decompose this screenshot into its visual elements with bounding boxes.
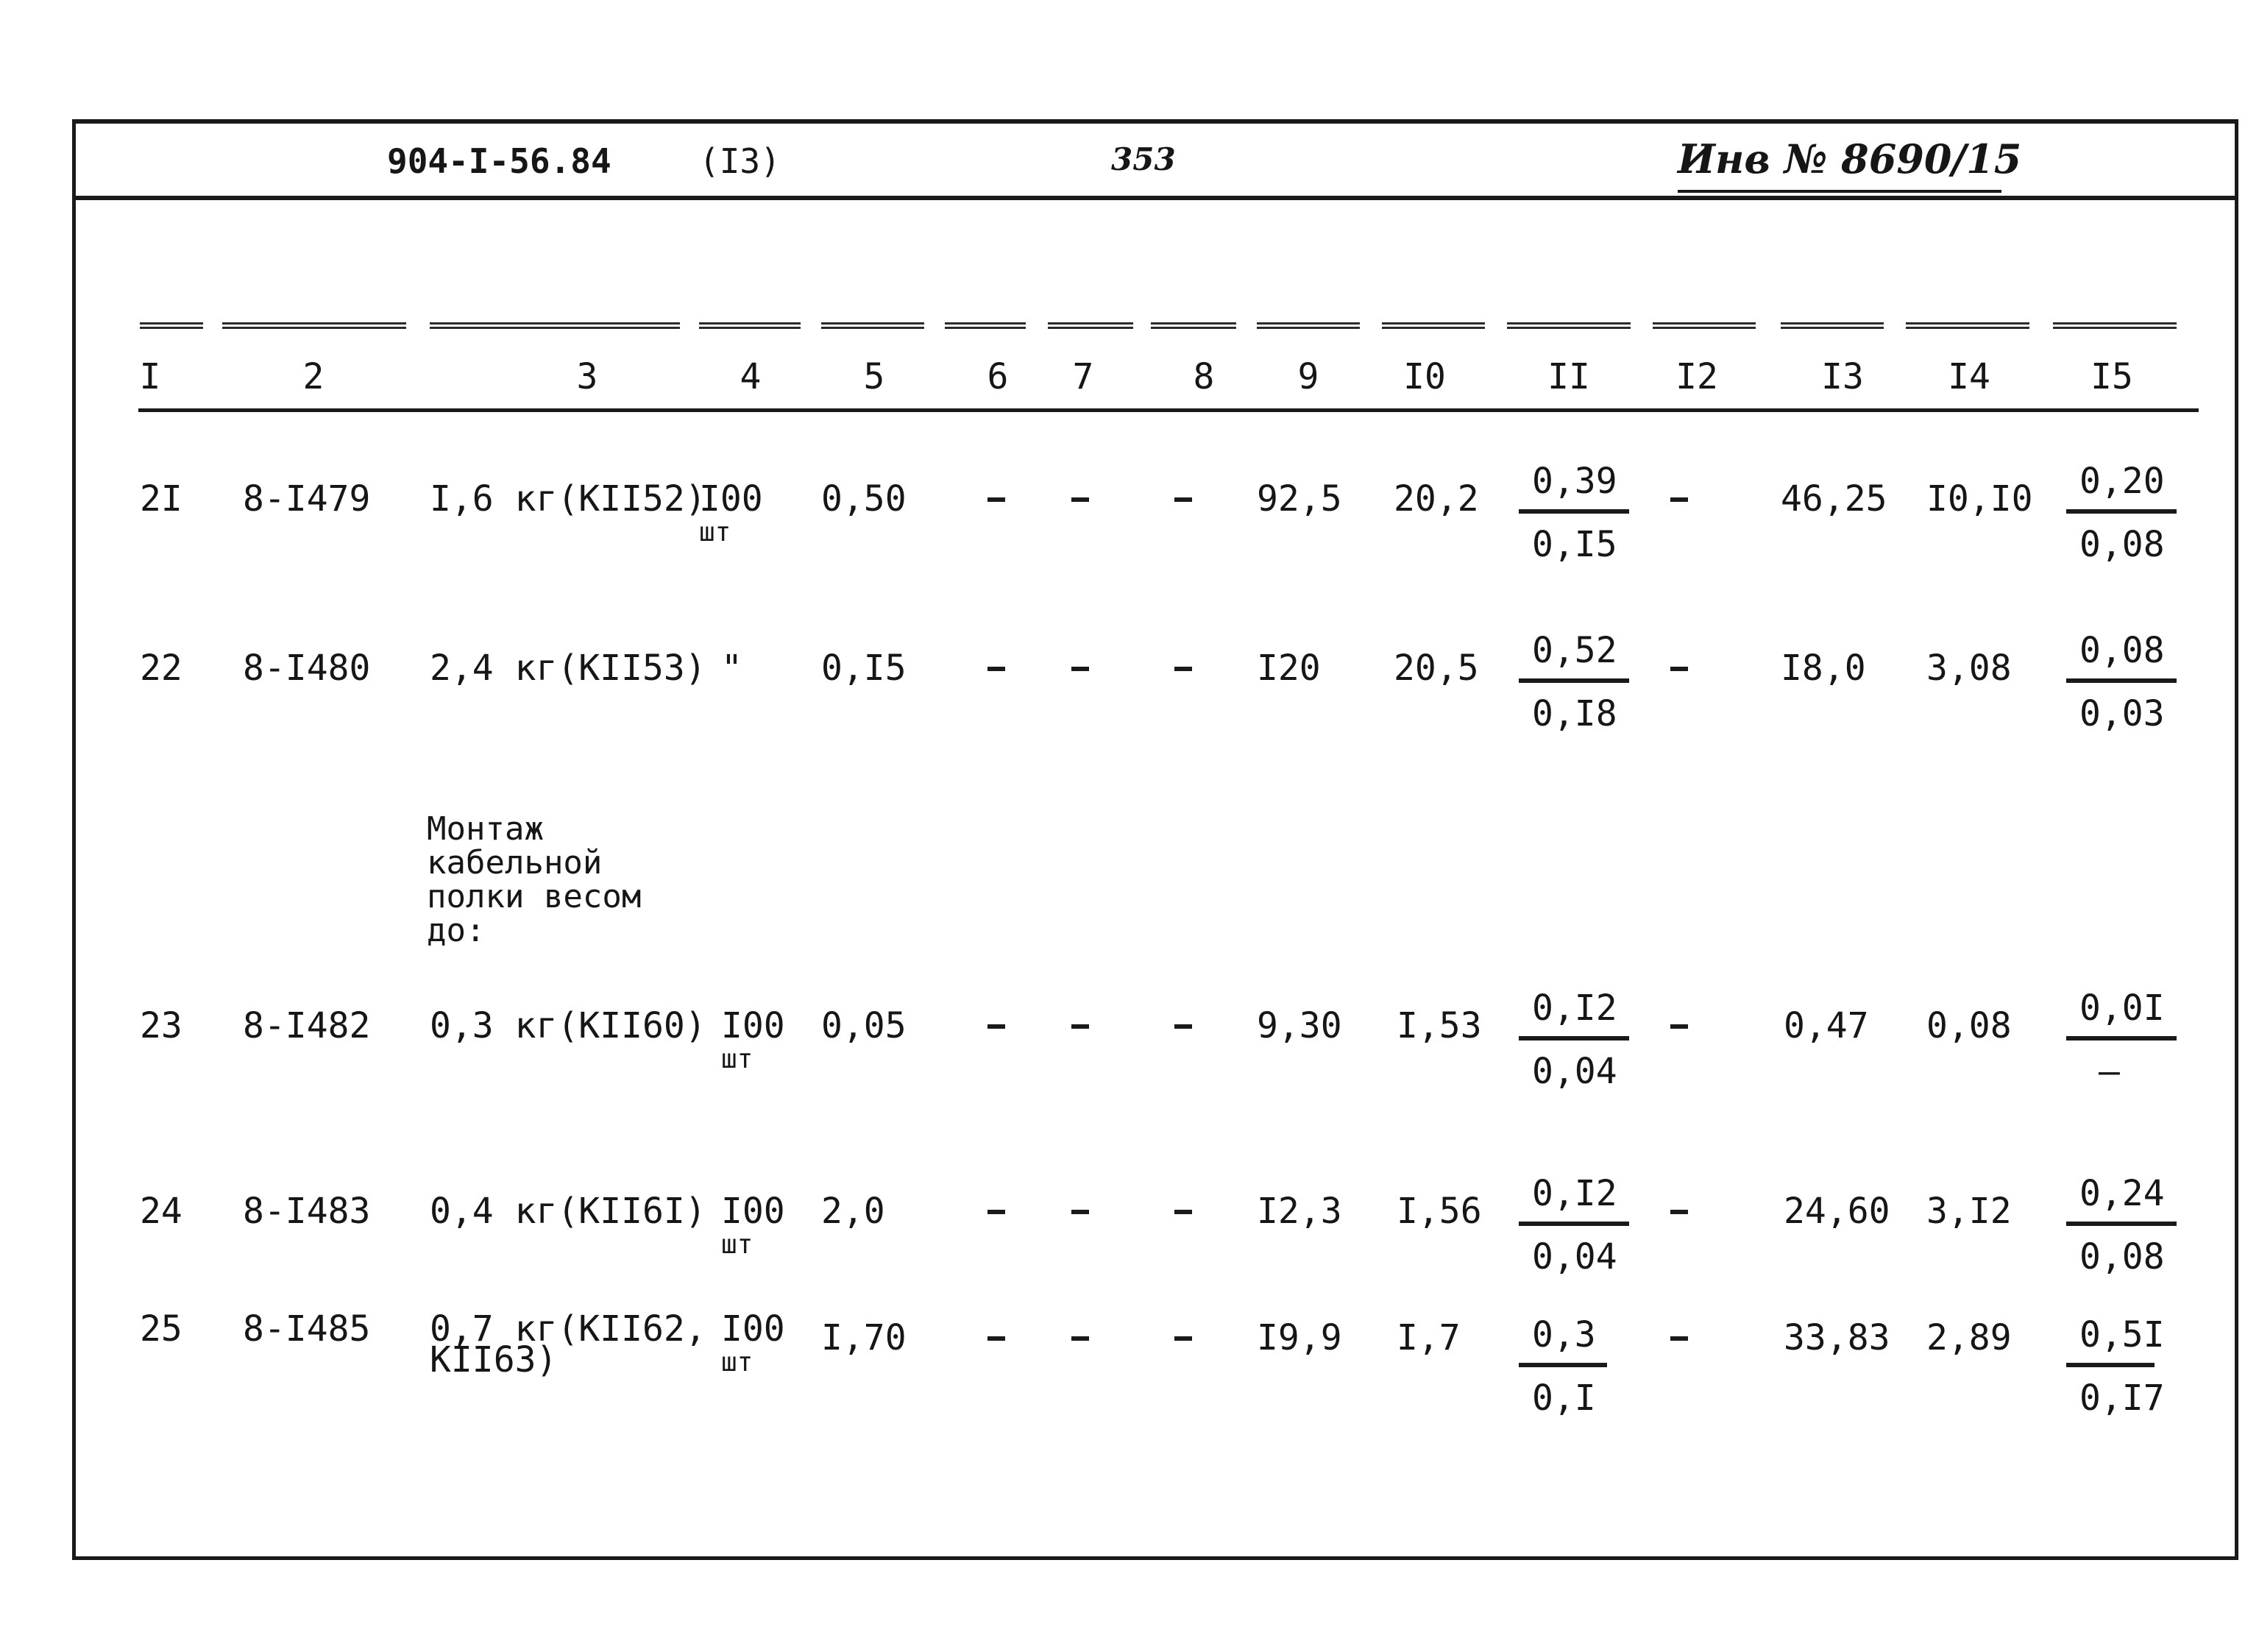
- col8-dash: [1174, 1336, 1192, 1341]
- col6-dash: [987, 497, 1005, 502]
- row-number: 24: [140, 1191, 182, 1232]
- fraction-denominator: 0,I: [1532, 1378, 1596, 1419]
- column-header: 8: [1193, 356, 1215, 397]
- col5-value: 0,50: [821, 478, 907, 520]
- column-header: 5: [863, 356, 885, 397]
- fraction-numerator: 0,08: [2079, 630, 2165, 671]
- col7-dash: [1071, 1336, 1089, 1341]
- document-code: 904-I-56.84: [387, 141, 611, 181]
- col12-dash: [1670, 497, 1688, 502]
- col10-value: 20,5: [1394, 648, 1479, 689]
- col14-value: 3,08: [1926, 648, 2012, 689]
- col12-dash: [1670, 1210, 1688, 1214]
- item-code: 8-I485: [243, 1308, 371, 1350]
- fraction-numerator: 0,3: [1532, 1314, 1596, 1355]
- fraction-denominator: 0,03: [2079, 693, 2165, 734]
- sheet-reference: (I3): [699, 141, 781, 181]
- row-number: 22: [140, 648, 182, 689]
- col10-value: 20,2: [1394, 478, 1479, 520]
- note-line: кабельной: [427, 844, 603, 882]
- item-description: 0,3 кг(КII60): [430, 1005, 706, 1046]
- fraction-denominator: 0,08: [2079, 524, 2165, 565]
- item-description: 0,7 кг(КII62,: [430, 1308, 706, 1350]
- col15-fraction: [2066, 630, 2177, 734]
- item-description: 2,4 кг(КII53): [430, 648, 706, 689]
- unit-cell: [721, 1308, 785, 1378]
- unit-label: шт: [721, 1230, 753, 1260]
- note-line: до:: [427, 912, 486, 949]
- column-header: 6: [987, 356, 1009, 397]
- col12-dash: [1670, 1336, 1688, 1341]
- col9-value: 9,30: [1257, 1005, 1342, 1046]
- unit-cell: [699, 478, 763, 547]
- item-code: 8-I479: [243, 478, 371, 520]
- fraction-numerator: 0,20: [2079, 461, 2165, 502]
- item-code: 8-I483: [243, 1191, 371, 1232]
- column-header: II: [1547, 356, 1590, 397]
- col8-dash: [1174, 667, 1192, 671]
- column-header: I3: [1821, 356, 1864, 397]
- col7-dash: [1071, 1024, 1089, 1029]
- col6-dash: [987, 1024, 1005, 1029]
- fraction-denominator: 0,I7: [2079, 1378, 2165, 1419]
- col13-value: 0,47: [1784, 1005, 1869, 1046]
- col13-value: 24,60: [1784, 1191, 1890, 1232]
- item-code: 8-I480: [243, 648, 371, 689]
- col8-dash: [1174, 497, 1192, 502]
- unit-cell: [721, 648, 742, 689]
- page-number: 353: [1111, 141, 1176, 177]
- col5-value: 0,05: [821, 1005, 907, 1046]
- col7-dash: [1071, 667, 1089, 671]
- column-header: 2: [302, 356, 325, 397]
- column-header: I2: [1675, 356, 1718, 397]
- col11-fraction: [1519, 1173, 1629, 1277]
- col10-value: I,56: [1397, 1191, 1482, 1232]
- col14-value: I0,I0: [1926, 478, 2033, 520]
- col5-value: I,70: [821, 1317, 907, 1358]
- fraction-denominator: –: [2099, 1051, 2120, 1092]
- row-number: 25: [140, 1308, 182, 1350]
- col9-value: I9,9: [1257, 1317, 1342, 1358]
- col6-dash: [987, 667, 1005, 671]
- column-header: I4: [1948, 356, 1990, 397]
- col5-value: 0,I5: [821, 648, 907, 689]
- col11-fraction: [1519, 461, 1629, 565]
- fraction-numerator: 0,52: [1532, 630, 1617, 671]
- col14-value: 2,89: [1926, 1317, 2012, 1358]
- header-rule: [76, 196, 2235, 200]
- unit-label: шт: [721, 1044, 753, 1074]
- col12-dash: [1670, 667, 1688, 671]
- page-frame: [72, 119, 2238, 1560]
- col6-dash: [987, 1336, 1005, 1341]
- col14-value: 3,I2: [1926, 1191, 2012, 1232]
- row-number: 23: [140, 1005, 182, 1046]
- col9-value: I20: [1257, 648, 1321, 689]
- item-code: 8-I482: [243, 1005, 371, 1046]
- col9-value: 92,5: [1257, 478, 1342, 520]
- col9-value: I2,3: [1257, 1191, 1342, 1232]
- fraction-denominator: 0,I5: [1532, 524, 1617, 565]
- col6-dash: [987, 1210, 1005, 1214]
- fraction-numerator: 0,I2: [1532, 1173, 1617, 1214]
- section-note: [427, 812, 641, 948]
- unit-value: I00: [721, 1308, 785, 1350]
- fraction-denominator: 0,I8: [1532, 693, 1617, 734]
- fraction-numerator: 0,0I: [2079, 988, 2165, 1029]
- unit-cell: [721, 1191, 785, 1260]
- col10-value: I,7: [1397, 1317, 1461, 1358]
- note-line: Монтаж: [427, 810, 544, 848]
- unit-cell: [721, 1005, 785, 1074]
- col5-value: 2,0: [821, 1191, 885, 1232]
- row-number: 2I: [140, 478, 182, 520]
- col15-fraction: [2066, 1314, 2165, 1419]
- col15-fraction: [2066, 461, 2177, 565]
- fraction-numerator: 0,39: [1532, 461, 1617, 502]
- col14-value: 0,08: [1926, 1005, 2012, 1046]
- col11-fraction: [1519, 1314, 1607, 1419]
- unit-value: I00: [699, 478, 763, 520]
- unit-label: шт: [699, 517, 731, 547]
- fraction-numerator: 0,24: [2079, 1173, 2165, 1214]
- item-description: I,6 кг(КII52): [430, 478, 706, 520]
- column-header: 7: [1072, 356, 1094, 397]
- fraction-denominator: 0,04: [1532, 1051, 1617, 1092]
- col8-dash: [1174, 1210, 1192, 1214]
- col12-dash: [1670, 1024, 1688, 1029]
- column-header: I5: [2090, 356, 2133, 397]
- col15-fraction: [2066, 1173, 2177, 1277]
- fraction-denominator: 0,04: [1532, 1236, 1617, 1277]
- column-header: 4: [740, 356, 762, 397]
- unit-value: I00: [721, 1191, 785, 1232]
- item-description: 0,4 кг(КII6I): [430, 1191, 706, 1232]
- column-header: 9: [1297, 356, 1319, 397]
- ditto-mark: ": [721, 648, 742, 689]
- col7-dash: [1071, 1210, 1089, 1214]
- unit-value: I00: [721, 1005, 785, 1046]
- column-header: I0: [1403, 356, 1446, 397]
- col8-dash: [1174, 1024, 1192, 1029]
- col7-dash: [1071, 497, 1089, 502]
- inventory-number: Инв № 8690/15: [1678, 135, 2022, 182]
- fraction-denominator: 0,08: [2079, 1236, 2165, 1277]
- col13-value: 33,83: [1784, 1317, 1890, 1358]
- note-line: полки весом: [427, 878, 642, 915]
- fraction-numerator: 0,5I: [2079, 1314, 2165, 1355]
- col13-value: 46,25: [1781, 478, 1887, 520]
- col10-value: I,53: [1397, 1005, 1482, 1046]
- fraction-numerator: 0,I2: [1532, 988, 1617, 1029]
- column-header: 3: [576, 356, 598, 397]
- inventory-underline: [1678, 190, 2001, 193]
- col15-fraction: [2066, 988, 2177, 1092]
- col13-value: I8,0: [1781, 648, 1866, 689]
- column-header: I: [139, 356, 161, 397]
- unit-label: шт: [721, 1347, 753, 1378]
- col11-fraction: [1519, 988, 1629, 1092]
- col11-fraction: [1519, 630, 1629, 734]
- header-underline: [138, 408, 2199, 412]
- item-description-continued: КII63): [430, 1339, 558, 1380]
